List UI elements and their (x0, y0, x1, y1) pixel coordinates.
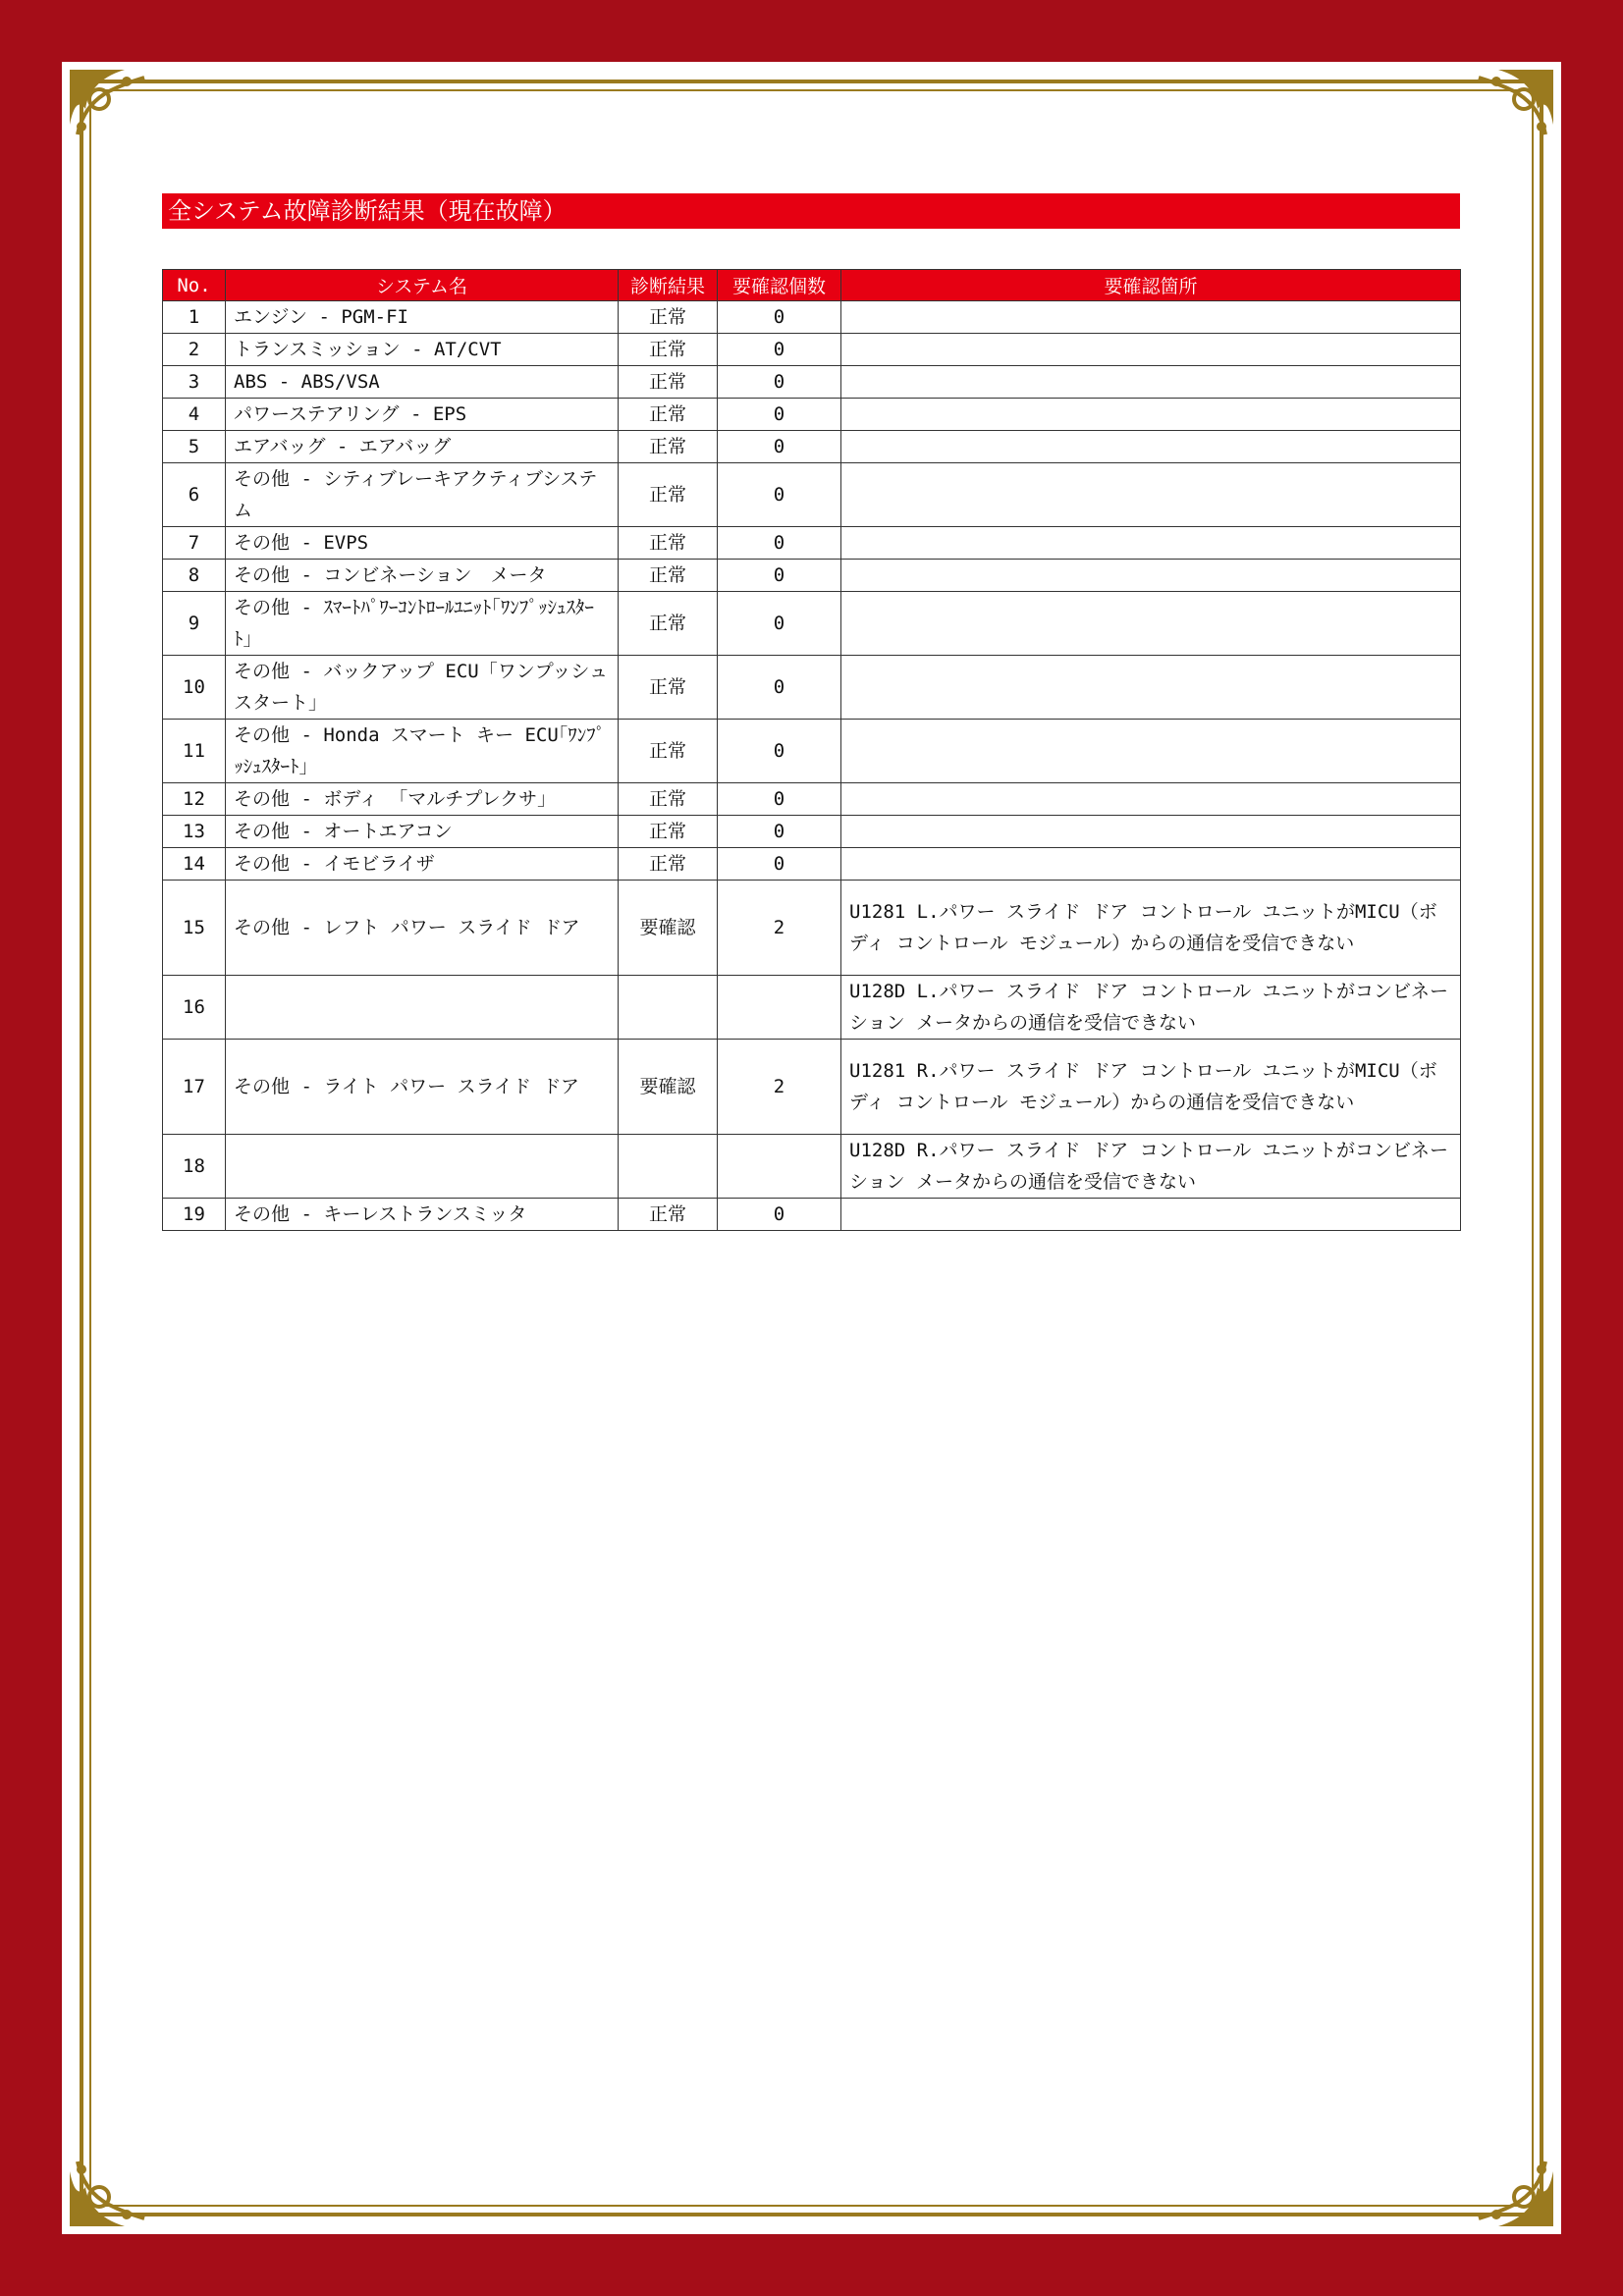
ornament-corner-icon (66, 2142, 154, 2230)
cell-count: 0 (718, 301, 841, 334)
cell-no: 7 (163, 527, 226, 560)
cell-system: その他 - レフト パワー スライド ドア (226, 881, 619, 976)
table-row (163, 366, 1461, 399)
cell-system: パワーステアリング - EPS (226, 399, 619, 431)
cell-system: その他 - ライト パワー スライド ドア (226, 1040, 619, 1135)
cell-result: 正常 (619, 848, 718, 881)
cell-no: 4 (163, 399, 226, 431)
cell-result: 正常 (619, 334, 718, 366)
table-row (163, 720, 1461, 783)
cell-count: 0 (718, 334, 841, 366)
table-row (163, 399, 1461, 431)
cell-result: 要確認 (619, 1040, 718, 1135)
cell-no: 17 (163, 1040, 226, 1135)
cell-count: 0 (718, 720, 841, 783)
cell-result: 正常 (619, 560, 718, 592)
cell-count: 0 (718, 399, 841, 431)
cell-no: 18 (163, 1135, 226, 1199)
cell-result (619, 976, 718, 1040)
cell-system: その他 - イモビライザ (226, 848, 619, 881)
report-title: 全システム故障診断結果（現在故障） (162, 193, 1460, 229)
cell-detail (841, 463, 1461, 527)
table-header-row (163, 270, 1461, 301)
cell-detail (841, 560, 1461, 592)
cell-count: 0 (718, 656, 841, 720)
cell-no: 9 (163, 592, 226, 656)
cell-count: 2 (718, 1040, 841, 1135)
cell-no: 6 (163, 463, 226, 527)
cell-no: 13 (163, 816, 226, 848)
cell-no: 19 (163, 1199, 226, 1231)
cell-no: 8 (163, 560, 226, 592)
cell-count: 0 (718, 783, 841, 816)
table-row (163, 1199, 1461, 1231)
cell-system (226, 976, 619, 1040)
cell-result: 正常 (619, 399, 718, 431)
cell-detail (841, 848, 1461, 881)
cell-count: 0 (718, 592, 841, 656)
cell-system: ABS - ABS/VSA (226, 366, 619, 399)
cell-system: その他 - キーレストランスミッタ (226, 1199, 619, 1231)
table-row (163, 431, 1461, 463)
cell-result: 正常 (619, 720, 718, 783)
table-row (163, 463, 1461, 527)
cell-no: 16 (163, 976, 226, 1040)
cell-system: その他 - シティブレーキアクティブシステム (226, 463, 619, 527)
cell-result: 正常 (619, 1199, 718, 1231)
table-row (163, 881, 1461, 976)
ornament-corner-icon (1469, 66, 1557, 154)
cell-result: 正常 (619, 431, 718, 463)
cell-no: 2 (163, 334, 226, 366)
cell-count (718, 976, 841, 1040)
table-row (163, 783, 1461, 816)
cell-system: エアバッグ - エアバッグ (226, 431, 619, 463)
ornament-corner-icon (66, 66, 154, 154)
cell-detail (841, 656, 1461, 720)
cell-system: その他 - ｽﾏｰﾄﾊﾟﾜｰｺﾝﾄﾛｰﾙﾕﾆｯﾄ｢ﾜﾝﾌﾟｯｼｭｽﾀｰﾄ｣ (226, 592, 619, 656)
cell-count: 0 (718, 560, 841, 592)
table-row (163, 656, 1461, 720)
table-row (163, 848, 1461, 881)
cell-detail: U128D R.パワー スライド ドア コントロール ユニットがコンビネーション メータからの通信を受信できない (841, 1135, 1461, 1199)
cell-system: エンジン - PGM-FI (226, 301, 619, 334)
cell-result (619, 1135, 718, 1199)
cell-result: 正常 (619, 527, 718, 560)
cell-detail (841, 301, 1461, 334)
table-row (163, 334, 1461, 366)
cell-detail (841, 720, 1461, 783)
cell-detail (841, 527, 1461, 560)
table-row (163, 976, 1461, 1040)
cell-result: 正常 (619, 592, 718, 656)
cell-system: その他 - EVPS (226, 527, 619, 560)
ornament-corner-icon (1469, 2142, 1557, 2230)
cell-result: 要確認 (619, 881, 718, 976)
table-row (163, 527, 1461, 560)
cell-count: 0 (718, 848, 841, 881)
cell-detail (841, 399, 1461, 431)
cell-detail (841, 816, 1461, 848)
cell-count (718, 1135, 841, 1199)
cell-result: 正常 (619, 783, 718, 816)
cell-detail (841, 334, 1461, 366)
header-system-name: システム名 (226, 270, 619, 301)
cell-no: 5 (163, 431, 226, 463)
cell-system: トランスミッション - AT/CVT (226, 334, 619, 366)
cell-no: 11 (163, 720, 226, 783)
cell-result: 正常 (619, 463, 718, 527)
cell-count: 0 (718, 1199, 841, 1231)
cell-no: 10 (163, 656, 226, 720)
cell-result: 正常 (619, 301, 718, 334)
cell-system: その他 - Honda スマート キー ECU｢ﾜﾝﾌﾟｯｼｭｽﾀｰﾄ｣ (226, 720, 619, 783)
cell-no: 14 (163, 848, 226, 881)
cell-detail: U128D L.パワー スライド ドア コントロール ユニットがコンビネーション メータからの通信を受信できない (841, 976, 1461, 1040)
table-row (163, 301, 1461, 334)
cell-system: その他 - コンビネーション メータ (226, 560, 619, 592)
table-row (163, 560, 1461, 592)
cell-count: 0 (718, 366, 841, 399)
table-row (163, 816, 1461, 848)
header-no: No. (163, 270, 226, 301)
cell-detail (841, 783, 1461, 816)
cell-detail (841, 592, 1461, 656)
diagnosis-table (162, 269, 1461, 1231)
table-row (163, 592, 1461, 656)
cell-count: 2 (718, 881, 841, 976)
cell-system: その他 - オートエアコン (226, 816, 619, 848)
cell-result: 正常 (619, 366, 718, 399)
cell-count: 0 (718, 431, 841, 463)
cell-system: その他 - バックアップ ECU「ワンプッシュスタート」 (226, 656, 619, 720)
cell-result: 正常 (619, 656, 718, 720)
cell-no: 12 (163, 783, 226, 816)
table-row (163, 1040, 1461, 1135)
cell-detail (841, 431, 1461, 463)
header-result: 診断結果 (619, 270, 718, 301)
table-row (163, 1135, 1461, 1199)
cell-system (226, 1135, 619, 1199)
cell-detail (841, 366, 1461, 399)
cell-count: 0 (718, 527, 841, 560)
cell-no: 15 (163, 881, 226, 976)
header-check-location: 要確認箇所 (841, 270, 1461, 301)
header-check-count: 要確認個数 (718, 270, 841, 301)
cell-no: 1 (163, 301, 226, 334)
cell-detail: U1281 L.パワー スライド ドア コントロール ユニットがMICU（ボディ コントロール モジュール）からの通信を受信できない (841, 881, 1461, 976)
cell-result: 正常 (619, 816, 718, 848)
cell-system: その他 - ボディ 「マルチプレクサ」 (226, 783, 619, 816)
cell-detail (841, 1199, 1461, 1231)
cell-no: 3 (163, 366, 226, 399)
cell-count: 0 (718, 463, 841, 527)
cell-count: 0 (718, 816, 841, 848)
cell-detail: U1281 R.パワー スライド ドア コントロール ユニットがMICU（ボディ コントロール モジュール）からの通信を受信できない (841, 1040, 1461, 1135)
